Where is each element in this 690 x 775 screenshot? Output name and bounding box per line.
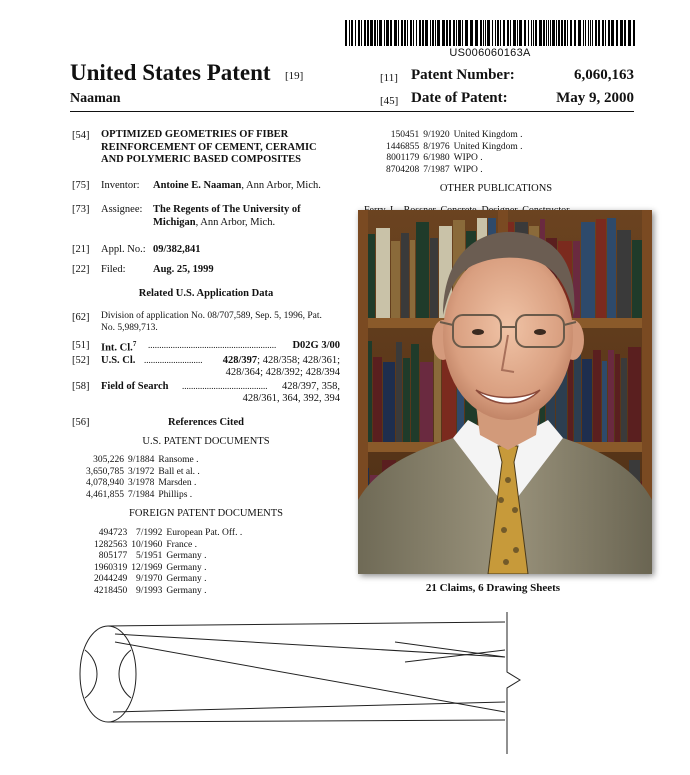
patent-date-value: May 9, 2000	[556, 90, 634, 106]
int-cl-value: D02G 3/00	[292, 340, 340, 351]
reference-row	[94, 540, 246, 552]
field-of-search-label: Field of Search	[101, 381, 169, 392]
reference-date: 5/1951	[136, 551, 163, 561]
filed-label: Filed:	[101, 264, 126, 275]
reference-date: 3/1972	[128, 466, 155, 477]
field-22-code: [22]	[72, 264, 90, 275]
reference-date: 9/1993	[136, 585, 163, 596]
reference-number: 8704208	[386, 164, 420, 175]
other-publications-heading: OTHER PUBLICATIONS	[439, 183, 553, 194]
title-code: [19]	[285, 70, 304, 82]
reference-name: Germany .	[166, 585, 207, 596]
field-21-code: [21]	[72, 244, 90, 255]
reference-number: 494723	[98, 528, 128, 538]
appl-no-label: Appl. No.:	[101, 244, 146, 255]
patent-title-heading: United States Patent	[70, 60, 271, 85]
us-cl-leader: ..........................	[144, 355, 203, 365]
field-58-code: [58]	[72, 381, 90, 392]
reference-name: Germany .	[166, 551, 207, 561]
reference-number: 1282563	[94, 539, 128, 550]
appl-no-value: 09/382,841	[153, 244, 201, 255]
reference-row	[94, 574, 246, 586]
reference-row	[86, 467, 204, 479]
int-cl-label-text: Int. Cl.	[101, 342, 133, 354]
us-cl-value	[210, 355, 340, 366]
reference-date: 10/1960	[131, 539, 163, 550]
reference-row	[94, 551, 246, 563]
us-patent-docs-table	[86, 455, 204, 501]
invention-title-line: REINFORCEMENT OF CEMENT, CERAMIC	[101, 141, 317, 153]
field-75-code: [75]	[72, 180, 90, 191]
reference-date: 6/1980	[423, 153, 450, 163]
reference-date: 12/1969	[131, 562, 163, 573]
barcode-number: US006060163A	[449, 47, 531, 59]
reference-date: 8/1976	[423, 141, 450, 152]
reference-date: 3/1978	[128, 478, 155, 488]
field-62-code: [62]	[72, 312, 90, 323]
division-text	[101, 311, 322, 334]
reference-number: 805177	[98, 551, 128, 561]
patent-number-code: [11]	[380, 72, 398, 84]
int-cl-sup: 7	[132, 340, 137, 348]
reference-number: 4,078,940	[86, 478, 124, 488]
reference-name: Ball et al. .	[158, 466, 200, 477]
foreign-patent-docs-heading: FOREIGN PATENT DOCUMENTS	[128, 508, 284, 519]
reference-date: 9/1970	[136, 574, 163, 584]
reference-name: WIPO .	[453, 164, 483, 175]
reference-row	[386, 165, 527, 177]
reference-row	[86, 490, 204, 502]
inventor-location: , Ann Arbor, Mich.	[241, 180, 321, 191]
reference-row	[86, 478, 204, 490]
reference-name: Marsden .	[158, 478, 197, 488]
reference-number: 150451	[390, 130, 420, 140]
reference-row	[94, 586, 246, 598]
inventor-name: Antoine E. Naaman	[153, 180, 242, 191]
reference-name: Germany .	[166, 562, 207, 573]
us-patent-docs-heading: U.S. PATENT DOCUMENTS	[142, 436, 270, 447]
inventor-value	[153, 180, 321, 191]
reference-number: 1446855	[386, 141, 420, 152]
inventor-label: Inventor:	[101, 180, 140, 191]
reference-name: Phillips .	[158, 489, 193, 500]
reference-name: United Kingdom .	[453, 141, 523, 152]
reference-number: 2044249	[94, 574, 128, 584]
reference-date: 9/1920	[423, 130, 450, 140]
inventor-portrait-photo	[358, 210, 652, 574]
int-cl-label	[101, 340, 136, 354]
reference-date: 9/1884	[128, 455, 155, 465]
reference-row	[386, 142, 527, 154]
assignee-line1: The Regents of The University of	[153, 204, 301, 215]
us-cl-primary: 428/397	[222, 355, 258, 366]
reference-date: 7/1984	[128, 489, 155, 500]
patent-date-code: [45]	[380, 95, 399, 107]
reference-number: 8001179	[386, 153, 420, 163]
header-rule	[70, 111, 634, 112]
reference-name: Germany .	[166, 574, 207, 584]
invention-title	[101, 129, 317, 167]
us-cl-secondary: ; 428/358; 428/361;	[257, 355, 340, 366]
reference-number: 3,650,785	[86, 466, 124, 477]
us-cl-line2: 428/364; 428/392; 428/394	[225, 367, 340, 378]
patent-number-label: Patent Number:	[411, 67, 515, 83]
assignee-value	[153, 204, 301, 229]
field-73-code: [73]	[72, 204, 90, 215]
reference-row	[386, 153, 527, 165]
field-52-code: [52]	[72, 355, 90, 366]
assignee-state: Michigan	[153, 216, 196, 228]
us-cl-label: U.S. Cl.	[101, 355, 136, 366]
reference-name: Ransome .	[158, 455, 199, 465]
reference-row	[386, 130, 527, 142]
field-54-code: [54]	[72, 130, 90, 141]
reference-name: United Kingdom .	[453, 130, 523, 140]
reference-date: 7/1992	[136, 528, 163, 538]
barcode-image	[345, 20, 635, 46]
reference-row	[86, 455, 204, 467]
assignee-line2	[153, 217, 301, 230]
division-line1: Division of application No. 08/707,589, Sep. 5, 1996, Pat.	[101, 311, 322, 321]
foreign-docs-continued-table	[386, 130, 527, 176]
patent-date-label: Date of Patent:	[411, 90, 508, 106]
field-56-code: [56]	[72, 417, 90, 428]
reference-name: European Pat. Off. .	[166, 528, 243, 538]
patent-number-value: 6,060,163	[574, 67, 634, 83]
field-of-search-line1: 428/397, 358,	[281, 381, 340, 392]
reference-number: 305,226	[93, 455, 124, 465]
fiber-drawing-figure	[75, 612, 545, 762]
filed-value: Aug. 25, 1999	[153, 264, 214, 275]
field-51-code: [51]	[72, 340, 90, 351]
reference-number: 1960319	[94, 562, 128, 573]
reference-name: France .	[166, 539, 197, 550]
division-line2: No. 5,989,713.	[101, 322, 158, 333]
int-cl-leader: .........................................................	[148, 340, 277, 350]
foreign-patent-docs-table	[94, 528, 246, 597]
references-heading: References Cited	[168, 417, 244, 428]
reference-number: 4,461,855	[86, 489, 124, 500]
assignee-location: , Ann Arbor, Mich.	[195, 216, 276, 228]
field-of-search-leader: ......................................	[182, 381, 268, 391]
claims-summary: 21 Claims, 6 Drawing Sheets	[425, 582, 561, 594]
inventor-surname: Naaman	[70, 91, 121, 106]
reference-date: 7/1987	[423, 164, 450, 175]
reference-row	[94, 528, 246, 540]
invention-title-line: AND POLYMERIC BASED COMPOSITES	[101, 154, 302, 165]
reference-name: WIPO .	[453, 153, 483, 163]
reference-row	[94, 563, 246, 575]
reference-number: 4218450	[94, 585, 128, 596]
invention-title-line: OPTIMIZED GEOMETRIES OF FIBER	[101, 129, 289, 140]
field-of-search-line2: 428/361, 364, 392, 394	[242, 393, 340, 404]
assignee-label: Assignee:	[101, 204, 143, 215]
related-data-heading: Related U.S. Application Data	[138, 288, 274, 299]
